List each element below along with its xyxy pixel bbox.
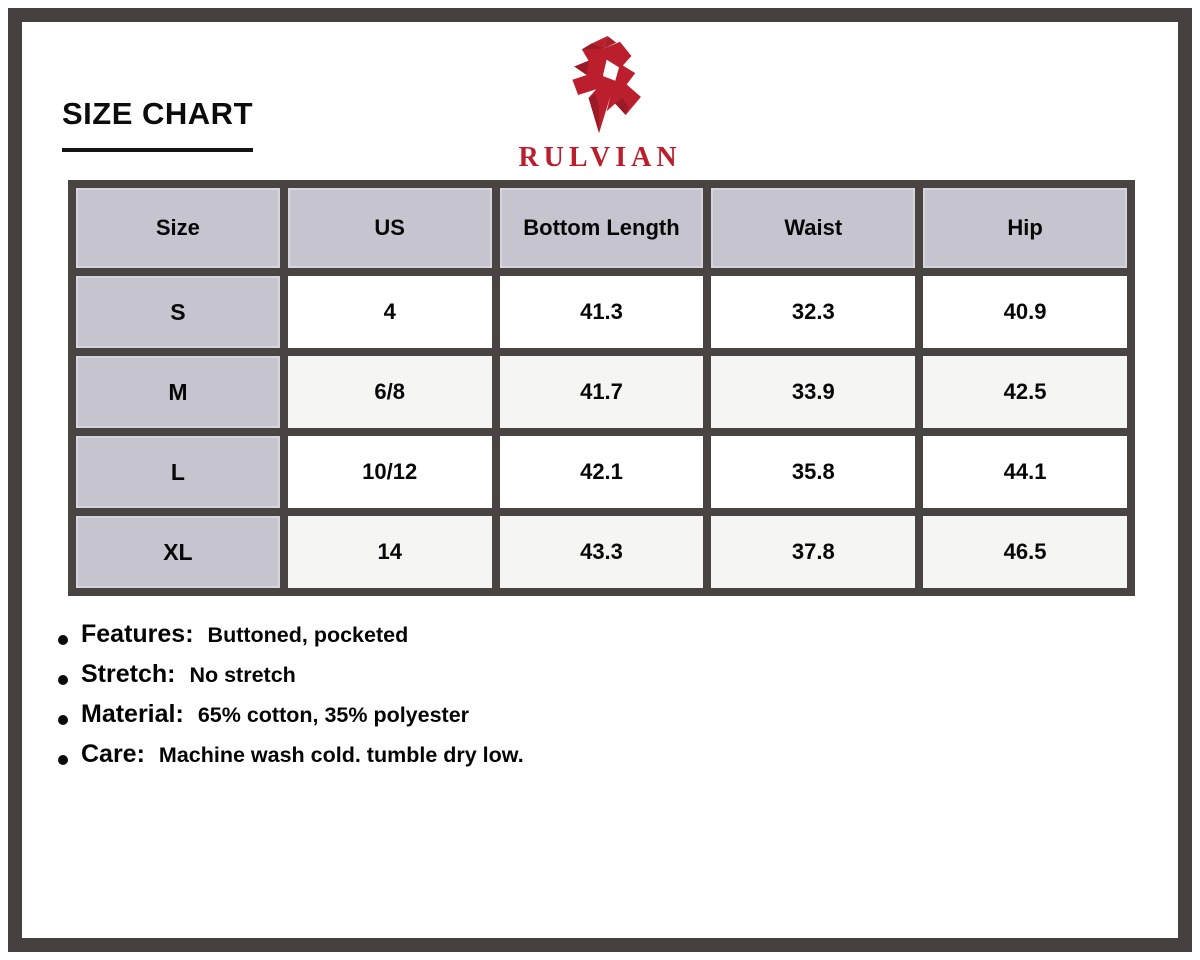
cell-waist: 35.8 <box>707 432 919 512</box>
cell-hip: 40.9 <box>919 272 1131 352</box>
detail-stretch <box>58 660 524 700</box>
cell-bottom-length: 41.3 <box>496 272 708 352</box>
bullet-icon <box>58 675 68 685</box>
cell-hip: 42.5 <box>919 352 1131 432</box>
detail-value: No stretch <box>189 663 296 687</box>
header-hip: Hip <box>919 184 1131 272</box>
size-label: M <box>72 352 284 432</box>
cell-us: 6/8 <box>284 352 496 432</box>
table-header-row <box>72 184 1131 272</box>
size-chart-table <box>68 180 1135 596</box>
cell-waist: 32.3 <box>707 272 919 352</box>
header-size: Size <box>72 184 284 272</box>
detail-care <box>58 740 524 780</box>
header-bottom-length: Bottom Length <box>496 184 708 272</box>
detail-value: Buttoned, pocketed <box>207 623 409 647</box>
bullet-icon <box>58 635 68 645</box>
cell-us: 10/12 <box>284 432 496 512</box>
cell-hip: 46.5 <box>919 512 1131 592</box>
detail-features <box>58 620 524 660</box>
detail-material <box>58 700 524 740</box>
table-row-m <box>72 352 1131 432</box>
cell-us: 14 <box>284 512 496 592</box>
cell-bottom-length: 41.7 <box>496 352 708 432</box>
page-title: SIZE CHART <box>62 96 253 131</box>
brand-logo-icon <box>548 36 652 135</box>
detail-label: Care: <box>81 740 145 768</box>
cell-bottom-length: 42.1 <box>496 432 708 512</box>
cell-bottom-length: 43.3 <box>496 512 708 592</box>
bullet-icon <box>58 715 68 725</box>
detail-value: Machine wash cold. tumble dry low. <box>158 743 524 767</box>
size-label: XL <box>72 512 284 592</box>
brand-header <box>0 36 1200 174</box>
detail-value: 65% cotton, 35% polyester <box>197 703 470 727</box>
size-label: L <box>72 432 284 512</box>
size-chart-table-container <box>68 180 1135 596</box>
product-details-list <box>58 620 524 780</box>
table-row-s <box>72 272 1131 352</box>
bullet-icon <box>58 755 68 765</box>
size-label: S <box>72 272 284 352</box>
cell-hip: 44.1 <box>919 432 1131 512</box>
table-row-l <box>72 432 1131 512</box>
table-row-xl <box>72 512 1131 592</box>
header-us: US <box>284 184 496 272</box>
header-waist: Waist <box>707 184 919 272</box>
detail-label: Material: <box>81 700 184 728</box>
brand-wordmark: RULVIAN <box>518 142 682 173</box>
cell-waist: 37.8 <box>707 512 919 592</box>
detail-label: Features: <box>81 620 194 648</box>
detail-label: Stretch: <box>81 660 176 688</box>
cell-us: 4 <box>284 272 496 352</box>
cell-waist: 33.9 <box>707 352 919 432</box>
